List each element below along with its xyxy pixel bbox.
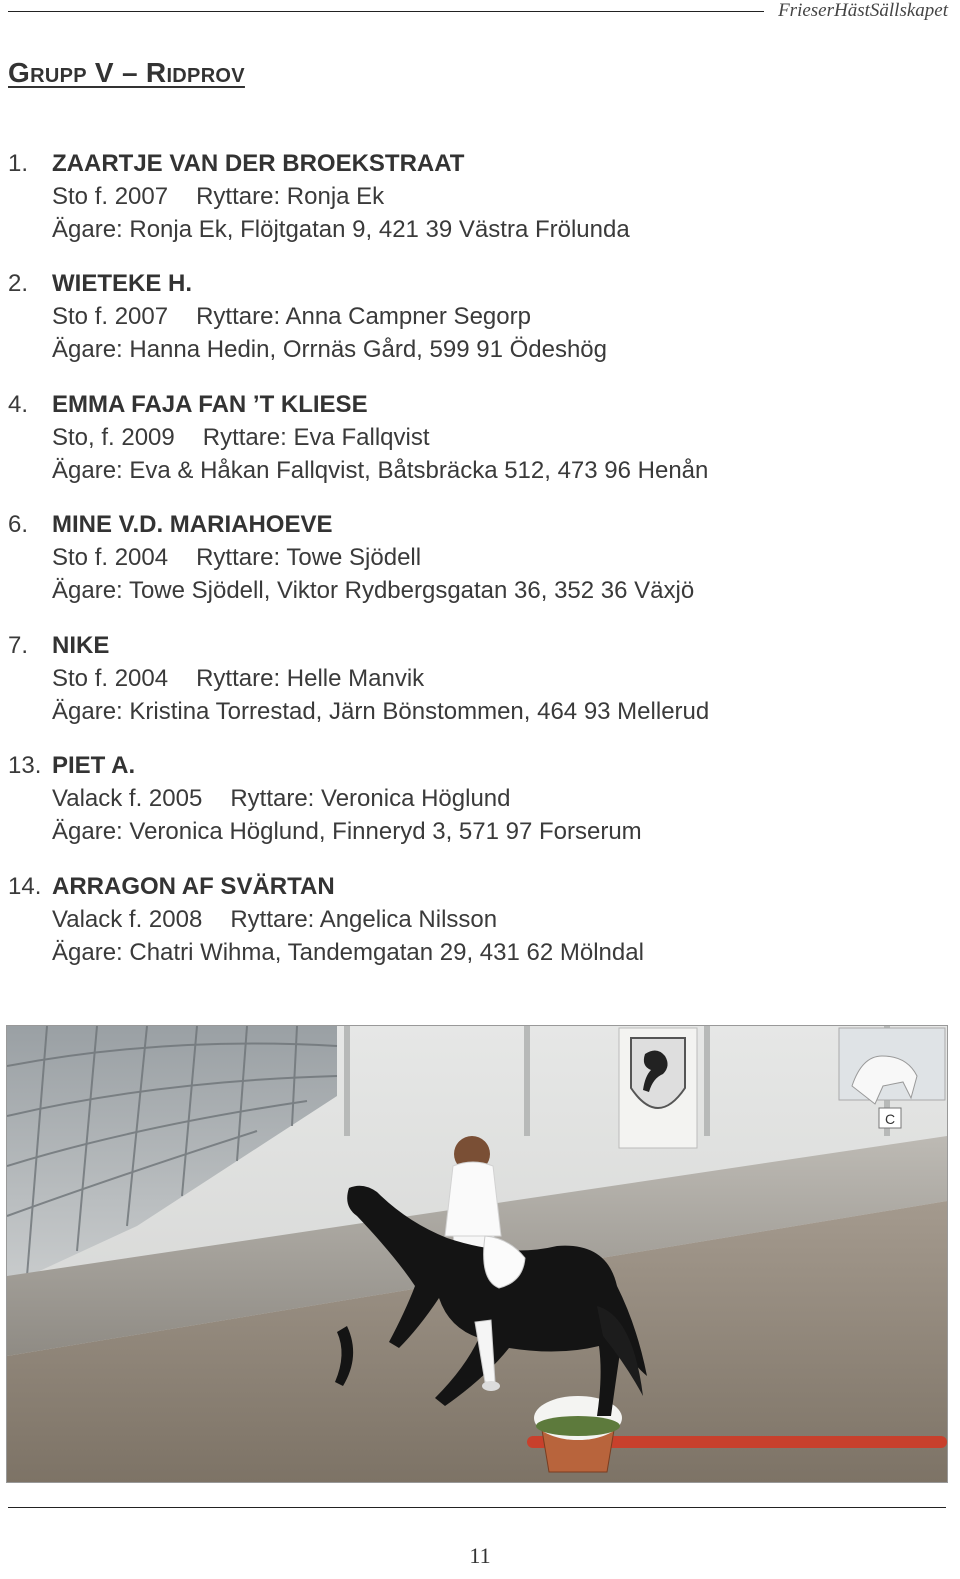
entry-number: 14. [8, 873, 42, 900]
horse-name: ZAARTJE VAN DER BROEKSTRAAT [52, 150, 465, 177]
owner: Ägare: Veronica Höglund, Finneryd 3, 571 97 Forserum [52, 818, 642, 845]
horse-name: MINE V.D. MARIAHOEVE [52, 511, 333, 538]
entry-number: 6. [8, 511, 29, 538]
entry-number: 13. [8, 752, 42, 779]
entry-number: 1. [8, 150, 29, 177]
rider: Ryttare: Ronja Ek [196, 183, 385, 210]
arena-photo-illustration [7, 1026, 947, 1482]
owner: Ägare: Chatri Wihma, Tandemgatan 29, 431 62 Mölndal [52, 939, 644, 966]
rider: Ryttare: Angelica Nilsson [230, 906, 498, 933]
horse-info: Sto f. 2007 [52, 303, 169, 330]
horse-name: WIETEKE H. [52, 270, 193, 297]
horse-info: Valack f. 2005 [52, 785, 203, 812]
header-rule [8, 11, 764, 12]
horse-info: Valack f. 2008 [52, 906, 203, 933]
wall-photo [839, 1028, 945, 1104]
horse-info: Sto, f. 2009 [52, 424, 175, 451]
horse-info: Sto f. 2004 [52, 544, 169, 571]
horse-name: EMMA FAJA FAN ’T KLIESE [52, 391, 368, 418]
page-number: 11 [469, 1543, 491, 1568]
horse-name: NIKE [52, 632, 110, 659]
arena-letter-marker-label: C [884, 1111, 896, 1127]
rider: Ryttare: Eva Fallqvist [202, 424, 430, 451]
entry-number: 4. [8, 391, 29, 418]
horse-info: Sto f. 2007 [52, 183, 169, 210]
horse-name: ARRAGON AF SVÄRTAN [52, 873, 335, 900]
dressage-photo [6, 1025, 948, 1483]
owner: Ägare: Kristina Torrestad, Järn Bönstommen, 464 93 Mellerud [52, 698, 710, 725]
owner: Ägare: Hanna Hedin, Orrnäs Gård, 599 91 Ödeshög [52, 336, 607, 363]
owner: Ägare: Ronja Ek, Flöjtgatan 9, 421 39 Västra Frölunda [52, 216, 630, 243]
rider: Ryttare: Helle Manvik [196, 665, 425, 692]
arena-banner [619, 1028, 697, 1148]
horse-info: Sto f. 2004 [52, 665, 169, 692]
rider: Ryttare: Towe Sjödell [196, 544, 422, 571]
header-brand: FrieserHästSällskapet [778, 0, 948, 21]
entry-number: 7. [8, 632, 29, 659]
rider: Ryttare: Veronica Höglund [230, 785, 511, 812]
rider: Ryttare: Anna Campner Segorp [196, 303, 531, 330]
section-title: Grupp V – Ridprov [8, 57, 245, 88]
entry-number: 2. [8, 270, 29, 297]
horse-name: PIET A. [52, 752, 136, 779]
owner: Ägare: Eva & Håkan Fallqvist, Båtsbräcka 512, 473 96 Henån [52, 457, 709, 484]
footer-rule [8, 1507, 946, 1508]
owner: Ägare: Towe Sjödell, Viktor Rydbergsgatan 36, 352 36 Växjö [52, 577, 695, 604]
